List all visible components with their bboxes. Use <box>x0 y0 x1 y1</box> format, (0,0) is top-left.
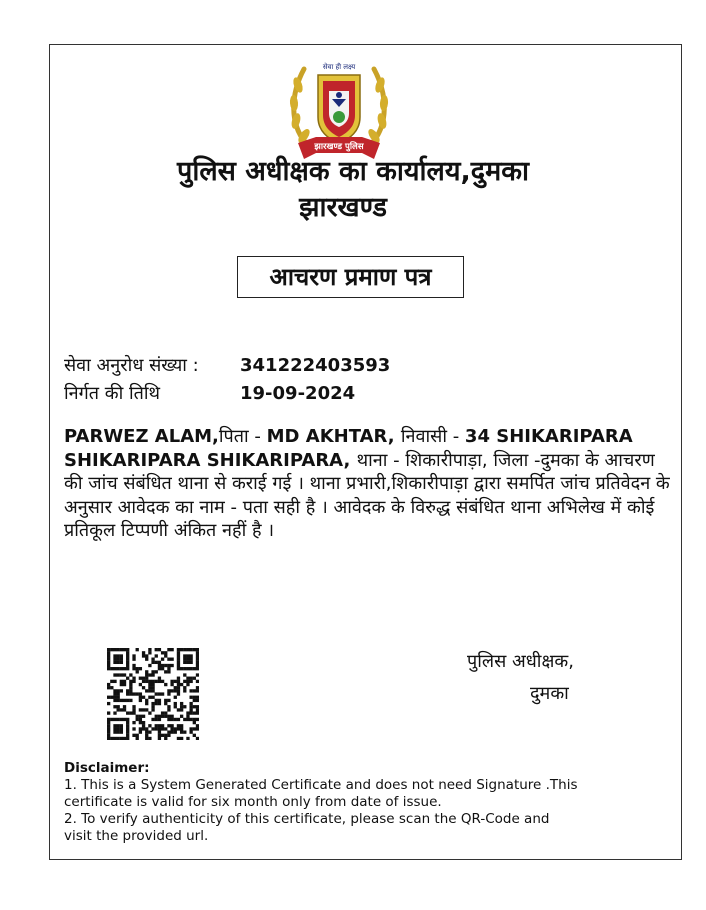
disclaimer-heading: Disclaimer: <box>64 760 150 776</box>
service-request-number: 341222403593 <box>240 355 391 376</box>
certificate-body <box>64 425 678 543</box>
signatory-location: दुमका <box>530 683 569 704</box>
signatory-title: पुलिस अधीक्षक, <box>467 651 574 672</box>
father-label: पिता - <box>218 426 267 447</box>
disclaimer-line-3: 2. To verify authenticity of this certificate, please scan the QR-Code and <box>64 811 550 827</box>
issue-date-label: निर्गत की तिथि <box>64 383 161 404</box>
applicant-address: 34 SHIKARIPARA SHIKARIPARA SHIKARIPARA, <box>64 426 633 471</box>
applicant-name: PARWEZ ALAM, <box>64 426 219 447</box>
office-title: पुलिस अधीक्षक का कार्यालय,दुमका <box>177 156 529 187</box>
qr-code-icon <box>107 648 199 740</box>
office-state: झारखण्ड <box>299 192 387 223</box>
police-emblem-logo <box>284 55 394 167</box>
certificate-title: आचरण प्रमाण पत्र <box>237 256 464 298</box>
father-name: MD AKHTAR, <box>266 426 401 447</box>
disclaimer-line-2: certificate is valid for six month only from date of issue. <box>64 794 442 810</box>
issue-date-row <box>64 383 356 405</box>
resident-label: निवासी - <box>400 426 465 447</box>
logo-ribbon-text: झारखण्ड पुलिस <box>314 142 364 152</box>
disclaimer-line-1: 1. This is a System Generated Certificate and does not need Signature .This <box>64 777 578 793</box>
logo-motto: सेवा ही लक्ष्य <box>322 63 356 71</box>
body-statement: थाना - शिकारीपाड़ा, जिला -दुमका के आचरण की जांच संबंधित थाना से कराई गई । थाना प्रभारी,शिकारीपाड़ा द्वारा समर्पित जांच प्रतिवेदन के अनुसार आवेदक का नाम - पता सही है । आवेदक के विरुद्ध संबंधित थाना अभिलेख में कोई प्रतिकूल टिप्पणी अंकित नहीं है । <box>64 449 670 541</box>
disclaimer <box>64 760 664 845</box>
service-request-row <box>64 355 391 377</box>
service-request-label: सेवा अनुरोध संख्या : <box>64 355 199 376</box>
disclaimer-line-4: visit the provided url. <box>64 828 209 844</box>
issue-date-value: 19-09-2024 <box>240 383 356 404</box>
